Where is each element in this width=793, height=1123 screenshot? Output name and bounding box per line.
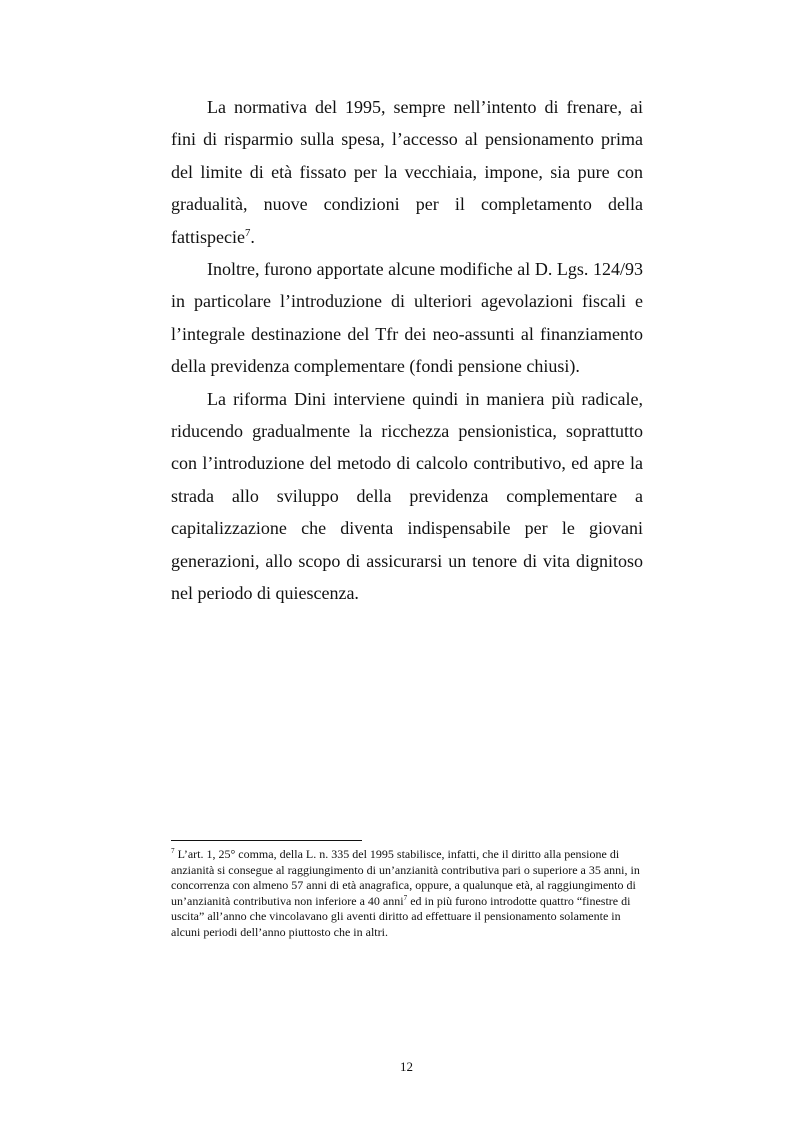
footnote-separator xyxy=(171,840,362,841)
paragraph-1-text: La normativa del 1995, sempre nell’intento di frenare, ai fini di risparmio sulla spesa, l’accesso al pensionamento prima del limite di età fissato per la vecchiaia, impone, sia pure con gradualità, nuove condizioni per il completamento della fattispecie xyxy=(171,97,643,247)
paragraph-2 xyxy=(171,253,643,383)
paragraph-3 xyxy=(171,383,643,610)
paragraph-3-text: La riforma Dini interviene quindi in maniera più radicale, riducendo gradualmente la ricchezza pensionistica, soprattutto con l’introduzione del metodo di calcolo contributivo, ed apre la strada allo sviluppo della previdenza complementare a capitalizzazione che diventa indispensabile per le giovani generazioni, allo scopo di assicurarsi un tenore di vita dignitoso nel periodo di quiescenza. xyxy=(171,388,643,604)
footnote-text-end: ed in più furono introdotte quattro “finestre di uscita” all’anno che vincolavano gli aventi diritto ad effettuare il pensionamento solamente in alcuni periodi dell’anno piuttosto che in altri. xyxy=(171,893,631,939)
paragraph-2-text: Inoltre, furono apportate alcune modifiche al D. Lgs. 124/93 in particolare l’introduzione di ulteriori agevolazioni fiscali e l’integrale destinazione del Tfr dei neo-assunti al finanziamento della previdenza complementare (fondi pensione chiusi). xyxy=(171,259,643,377)
page-number: 12 xyxy=(400,1059,413,1074)
footnote-text-start: L’art. 1, 25° comma, della L. n. 335 del 1995 stabilisce, infatti, che il diritto alla pensione di anzianità si consegue al raggiungimento di un’anzianità contributiva pari o superiore a 35 anni, in concorrenza con almeno 57 anni di età anagrafica, oppure, a qualunque età, al raggiungimento di un’anzianità contributiva non inferiore a 40 anni xyxy=(171,847,640,908)
footnote-inner-marker: 7 xyxy=(403,893,408,902)
paragraph-1-end: . xyxy=(250,226,255,247)
footnote-marker: 7 xyxy=(171,847,175,855)
footnote-reference[interactable]: 7 xyxy=(244,226,251,239)
footnote xyxy=(171,847,643,941)
main-text xyxy=(171,91,643,610)
paragraph-1 xyxy=(171,91,643,253)
